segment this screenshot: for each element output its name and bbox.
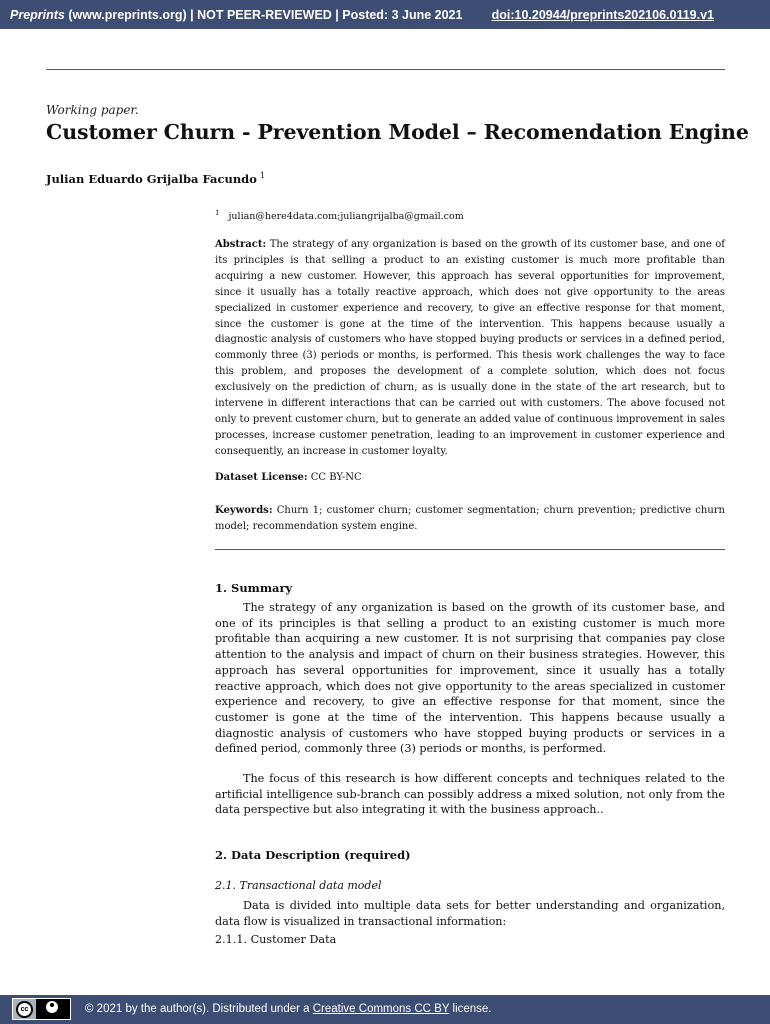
preprints-brand: Preprints [10, 8, 65, 22]
keywords [215, 503, 725, 535]
author-name: Julian Eduardo Grijalba Facundo [46, 171, 257, 186]
preprint-header-info [10, 8, 462, 22]
paper-type: Working paper. [46, 103, 139, 117]
preprint-status: (www.preprints.org) | NOT PEER-REVIEWED | Posted: 3 June 2021 [64, 8, 463, 22]
preprint-header-bar [0, 0, 770, 29]
affiliation [215, 209, 464, 222]
abstract-label: Abstract: [215, 239, 267, 250]
license-text [85, 1003, 492, 1015]
abstract-divider [215, 549, 725, 550]
data-description-paragraph: Data is divided into multiple data sets for better understanding and organization, data flow is visualized in transactional information: [215, 899, 725, 928]
license-footer-bar [0, 995, 770, 1024]
author-line [46, 171, 265, 186]
affiliation-email[interactable]: julian@here4data.com;juliangrijalba@gmail.com [228, 211, 464, 223]
summary-paragraph-1: The strategy of any organization is based on the growth of its customer base, and one of its principles is that selling a product to an existing customer is much more profitable than acquiring a new customer. It is not surprising that companies pay close attention to the analysis and impact of churn on their business strategies. However, this approach has several opportunities for improvement, since it usually has a totally reactive approach, which does not give opportunity to the areas specialized in customer experience and recovery, to give an effective response for that moment, since the customer is gone at the time of the intervention. This happens because usually a diagnostic analysis of customers who have stopped buying products or services in a defined period, commonly three (3) periods or months, is performed. [215, 601, 725, 756]
summary-paragraph-2: The focus of this research is how different concepts and techniques related to the artificial intelligence sub-branch can possibly address a mixed solution, not only from the data perspective but also integrating it with the business approach.. [215, 772, 725, 817]
cc-by-license-icon[interactable] [12, 998, 71, 1020]
subsubsection-heading-customer-data: 2.1.1. Customer Data [215, 933, 337, 946]
copyright-prefix: © 2021 by the author(s). Distributed under a [85, 1003, 313, 1015]
cc-logo-icon: cc [16, 1001, 33, 1018]
license-suffix: license. [449, 1003, 492, 1015]
dataset-license-value: CC BY-NC [307, 472, 362, 483]
doi-link[interactable]: doi:10.20944/preprints202106.0119.v1 [491, 8, 714, 22]
keywords-value: Churn 1; customer churn; customer segmentation; churn prevention; predictive churn model; recommendation system engine. [215, 505, 725, 532]
person-icon [46, 1001, 58, 1013]
subsection-heading-transactional: 2.1. Transactional data model [215, 879, 382, 892]
cc-license-link[interactable]: Creative Commons CC BY [312, 1003, 450, 1015]
section-heading-data-description: 2. Data Description (required) [215, 848, 411, 862]
section-heading-summary: 1. Summary [215, 581, 293, 595]
author-affiliation-mark: 1 [259, 171, 265, 180]
keywords-label: Keywords: [215, 505, 273, 516]
abstract [215, 237, 725, 460]
affiliation-mark: 1 [215, 209, 220, 217]
dataset-license-label: Dataset License: [215, 472, 308, 483]
by-attribution-panel [36, 999, 70, 1019]
top-divider [46, 69, 725, 70]
paper-title: Customer Churn - Prevention Model – Recomendation Engine [46, 120, 749, 144]
dataset-license [215, 472, 362, 483]
abstract-text: The strategy of any organization is based on the growth of its customer base, and one of its principles is that selling a product to an existing customer is much more profitable than acquiring a new customer. However, this approach has several opportunities for improvement, since it usually has a totally reactive approach, which does not give opportunity to the areas specialized in customer experience and recovery, to give an effective response for that moment, since the customer is gone at the time of the intervention. This happens because usually a diagnostic analysis of customers who have stopped buying products or services in a defined period, commonly three (3) periods or months, is performed. This thesis work challenges the way to face this problem, and proposes the development of a complete solution, which does not focus exclusively on the prediction of churn, as is usually done in the state of the art research, but to intervene in different interactions that can be carried out with customers. The above focused not only to prevent customer churn, but to generate an added value of continuous improvement in sales processes, increase customer penetration, leading to an improvement in customer experience and consequently, an increase in customer loyalty. [215, 239, 725, 457]
